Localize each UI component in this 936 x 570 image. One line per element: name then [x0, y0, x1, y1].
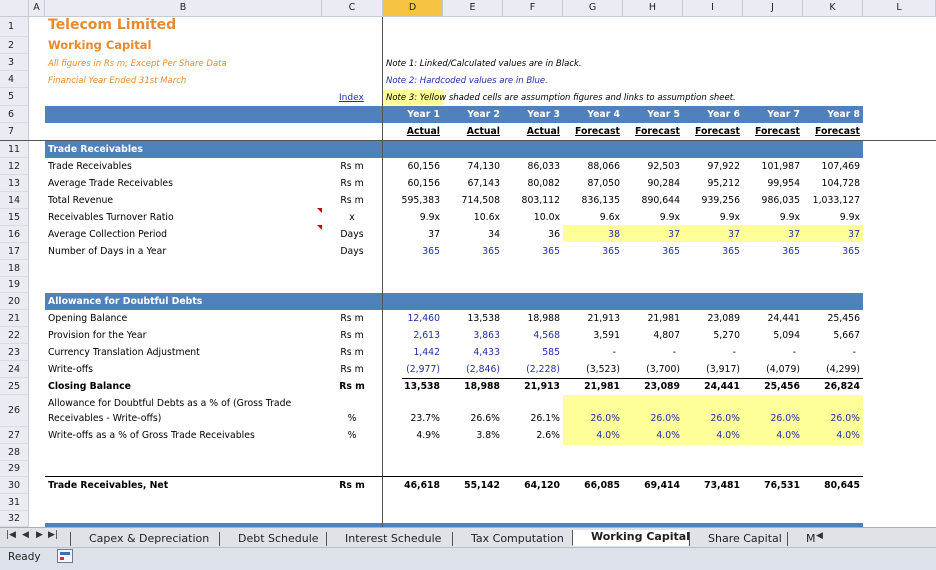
period-type: Forecast: [634, 126, 680, 137]
cell-value: 95,212: [707, 178, 740, 189]
tab-scroll-next-icon[interactable]: ▶: [36, 530, 43, 540]
cell-value: (4,079): [766, 364, 800, 375]
cell-value: 4,807: [653, 330, 680, 341]
cell-value: 365: [602, 246, 620, 257]
cell-value: 12,460: [407, 313, 440, 324]
unit-label: Rs m: [340, 364, 364, 375]
cell-value: 5,094: [773, 330, 800, 341]
cell-value: 714,508: [461, 195, 500, 206]
cell-value: 26.0%: [710, 413, 740, 424]
cell-value: 18,988: [527, 313, 560, 324]
cell-value: 1,033,127: [812, 195, 860, 206]
sheet-tab-tax-computation[interactable]: [452, 532, 572, 546]
sheet-tab-label: Debt Schedule: [238, 532, 319, 545]
cell-value: 890,644: [641, 195, 680, 206]
row-header-19[interactable]: 19: [0, 277, 29, 293]
period-type: Forecast: [814, 126, 860, 137]
cell-value: 86,033: [527, 161, 560, 172]
cell-value: 37: [848, 229, 860, 240]
cell-value: 2,613: [413, 330, 440, 341]
cell-value: 46,618: [404, 480, 440, 491]
column-header-g[interactable]: G: [563, 0, 623, 17]
column-header-f[interactable]: F: [503, 0, 563, 17]
row-header-7[interactable]: 7: [0, 123, 29, 141]
cell-value: 4,568: [533, 330, 560, 341]
cell-value: -: [732, 347, 736, 358]
cell-value: 5,270: [713, 330, 740, 341]
cell-value: 80,645: [824, 480, 860, 491]
row-label: Average Trade Receivables: [48, 178, 173, 189]
row-label: Currency Translation Adjustment: [48, 347, 200, 358]
cell-value: 25,456: [827, 313, 860, 324]
note-1: Note 1: Linked/Calculated values are in Black.: [386, 59, 582, 69]
row-label: Trade Receivables: [48, 161, 132, 172]
sheet-tab-label: M: [806, 532, 816, 545]
row-header-11[interactable]: 11: [0, 141, 29, 158]
cell-value: 37: [788, 229, 800, 240]
cell-value: 55,142: [464, 480, 500, 491]
unit-label: Days: [340, 246, 364, 257]
row-header-24[interactable]: 24: [0, 361, 29, 378]
cell-value: 365: [842, 246, 860, 257]
unit-label: Rs m: [340, 178, 364, 189]
index-link[interactable]: Index: [339, 93, 364, 103]
cell-value: 73,481: [704, 480, 740, 491]
row-header-15[interactable]: 15: [0, 209, 29, 226]
cell-value: -: [672, 347, 676, 358]
sheet-tab-debt-schedule[interactable]: [219, 532, 326, 546]
cell-value: 365: [542, 246, 560, 257]
cell-value: (2,228): [526, 364, 560, 375]
unit-label: Rs m: [340, 161, 364, 172]
column-header-l[interactable]: L: [863, 0, 936, 17]
cell-value: 3,591: [593, 330, 620, 341]
cell-value: 69,414: [644, 480, 680, 491]
cell-value: 4.0%: [716, 430, 740, 441]
tab-scroll-last-icon[interactable]: ▶|: [48, 530, 58, 540]
unit-label: Rs m: [339, 381, 365, 392]
cell-value: 25,456: [764, 381, 800, 392]
row-header-6[interactable]: 6: [0, 106, 29, 123]
cell-value: 23.7%: [410, 413, 440, 424]
cell-value: 18,988: [464, 381, 500, 392]
unit-label: Rs m: [339, 480, 365, 491]
cell-value: 107,469: [821, 161, 860, 172]
cell-value: 90,284: [647, 178, 680, 189]
year-header: Year 8: [827, 109, 860, 120]
cell-value: (2,846): [466, 364, 500, 375]
column-header-h[interactable]: H: [623, 0, 683, 17]
cell-value: 2.6%: [536, 430, 560, 441]
row-header-25[interactable]: 25: [0, 378, 29, 395]
cell-value: 92,503: [647, 161, 680, 172]
year-header: Year 6: [707, 109, 740, 120]
cell-value: 4.0%: [656, 430, 680, 441]
year-header: Year 3: [527, 109, 560, 120]
cell-value: 34: [488, 229, 500, 240]
select-all-corner[interactable]: [0, 0, 29, 17]
cell-value: (4,299): [826, 364, 860, 375]
cell-value: 26,824: [824, 381, 860, 392]
tab-scroll-prev-icon[interactable]: ◀: [22, 530, 29, 540]
cell-value: 60,156: [407, 161, 440, 172]
row-header-20[interactable]: 20: [0, 293, 29, 310]
row-header-28[interactable]: 28: [0, 444, 29, 461]
cell-value: 5,667: [833, 330, 860, 341]
row-header-1[interactable]: 1: [0, 17, 29, 37]
cell-value: 24,441: [767, 313, 800, 324]
status-bar: [0, 547, 936, 570]
row-header-13[interactable]: 13: [0, 175, 29, 192]
cell-value: 97,922: [707, 161, 740, 172]
cell-value: 365: [422, 246, 440, 257]
cell-value: 64,120: [524, 480, 560, 491]
year-header: Year 7: [767, 109, 800, 120]
cell-value: 10.0x: [533, 212, 560, 223]
section-allowance: Allowance for Doubtful Debts: [48, 296, 203, 307]
row-label: Opening Balance: [48, 313, 128, 324]
cell-value: 939,256: [701, 195, 740, 206]
cell-value: (3,700): [646, 364, 680, 375]
column-header-b[interactable]: B: [45, 0, 322, 17]
cell-value: 88,066: [587, 161, 620, 172]
closing-balance-top-border: [402, 378, 863, 379]
row-label: Allowance for Doubtful Debts as a % of (Gross Trade: [48, 398, 292, 409]
note-3: Note 3: Yellow shaded cells are assumption figures and links to assumption sheet.: [386, 93, 736, 103]
row-header-29[interactable]: 29: [0, 461, 29, 477]
cell-value: 4.0%: [836, 430, 860, 441]
row-label: Receivables Turnover Ratio: [48, 212, 174, 223]
cell-value: 101,987: [761, 161, 800, 172]
figures-note: All figures in Rs m; Except Per Share Data: [48, 59, 227, 69]
status-text: Ready: [8, 551, 41, 563]
year-header: Year 1: [407, 109, 440, 120]
row-header-18[interactable]: 18: [0, 260, 29, 277]
cell-value: 37: [428, 229, 440, 240]
cell-value: -: [612, 347, 616, 358]
cell-value: 21,981: [647, 313, 680, 324]
row-header-14[interactable]: 14: [0, 192, 29, 209]
cell-value: 595,383: [401, 195, 440, 206]
cell-value: 26.0%: [830, 413, 860, 424]
unit-label: x: [349, 212, 355, 223]
section-trade-receivables: Trade Receivables: [48, 144, 143, 155]
unit-label: Rs m: [340, 330, 364, 341]
cell-value: 9.9x: [839, 212, 860, 223]
comment-indicator-row16[interactable]: [317, 225, 322, 230]
year-header: Year 4: [587, 109, 620, 120]
comment-indicator-row15[interactable]: [317, 208, 322, 213]
cell-value: 36: [548, 229, 560, 240]
cell-value: 21,913: [587, 313, 620, 324]
net-row-top-border: [45, 476, 863, 477]
cell-value: 13,538: [404, 381, 440, 392]
row-label: Write-offs as a % of Gross Trade Receivables: [48, 430, 255, 441]
cell-value: -: [792, 347, 796, 358]
period-type: Actual: [466, 126, 500, 137]
cell-value: 4.0%: [776, 430, 800, 441]
period-type: Forecast: [754, 126, 800, 137]
row-header-16[interactable]: 16: [0, 226, 29, 243]
year-header: Year 2: [467, 109, 500, 120]
cell-value: 26.6%: [470, 413, 500, 424]
cell-value: (2,977): [406, 364, 440, 375]
tab-scroll-first-icon[interactable]: |◀: [6, 530, 16, 540]
row-header-5[interactable]: 5: [0, 88, 29, 106]
row-header-17[interactable]: 17: [0, 243, 29, 260]
row-header-3[interactable]: 3: [0, 54, 29, 71]
period-type: Forecast: [694, 126, 740, 137]
row-label: Total Revenue: [48, 195, 114, 206]
period-type: Forecast: [574, 126, 620, 137]
cell-value: 585: [542, 347, 560, 358]
sheet-tab-label: Share Capital: [708, 532, 782, 545]
column-header-d[interactable]: D: [383, 0, 443, 17]
row-header-26[interactable]: 26: [0, 395, 29, 427]
cell-value: 76,531: [764, 480, 800, 491]
cell-value: 26.1%: [530, 413, 560, 424]
sheet-tab-interest-schedule[interactable]: [326, 532, 452, 546]
note-2: Note 2: Hardcoded values are in Blue.: [386, 76, 548, 86]
cell-value: -: [852, 347, 856, 358]
unit-label: %: [347, 413, 357, 424]
cell-value: 37: [668, 229, 680, 240]
year-note: Financial Year Ended 31st March: [48, 76, 187, 86]
cell-value: 836,135: [581, 195, 620, 206]
cell-value: 3,863: [473, 330, 500, 341]
sheet-tab-label: Tax Computation: [471, 532, 564, 545]
cell-value: 21,981: [584, 381, 620, 392]
unit-label: Rs m: [340, 313, 364, 324]
sheet-title: Working Capital: [48, 38, 152, 52]
section-band-trade-receivables: [45, 141, 863, 158]
freeze-pane-vertical: [382, 17, 383, 527]
column-header-j[interactable]: J: [743, 0, 803, 17]
row-label: Receivables - Write-offs): [48, 413, 162, 424]
cell-value: 365: [482, 246, 500, 257]
cell-value: 80,082: [527, 178, 560, 189]
column-header-i[interactable]: I: [683, 0, 743, 17]
cell-value: 13,538: [467, 313, 500, 324]
column-header-a[interactable]: A: [29, 0, 45, 17]
cell-value: (3,523): [586, 364, 620, 375]
cell-value: 3.8%: [476, 430, 500, 441]
cell-value: 9.9x: [719, 212, 740, 223]
sheet-tab-capex-depreciation[interactable]: [70, 532, 219, 546]
cell-value: 21,913: [524, 381, 560, 392]
sheet-tab-working-capital[interactable]: [572, 530, 689, 546]
sheet-tab-m[interactable]: [787, 532, 816, 546]
cell-value: 87,050: [587, 178, 620, 189]
cell-value: 1,442: [413, 347, 440, 358]
column-header-c[interactable]: C: [322, 0, 383, 17]
cell-value: (3,917): [706, 364, 740, 375]
tab-overflow-icon[interactable]: ◀: [816, 531, 823, 541]
sheet-tab-label: Working Capital: [591, 530, 690, 543]
cell-value: 99,954: [767, 178, 800, 189]
cell-value: 60,156: [407, 178, 440, 189]
unit-label: Rs m: [340, 195, 364, 206]
cell-value: 4.9%: [416, 430, 440, 441]
cell-value: 365: [782, 246, 800, 257]
cell-value: 23,089: [707, 313, 740, 324]
row-header-23[interactable]: 23: [0, 344, 29, 361]
row-label: Trade Receivables, Net: [48, 480, 169, 491]
cell-value: 10.6x: [473, 212, 500, 223]
row-header-2[interactable]: 2: [0, 37, 29, 54]
row-header-32[interactable]: 32: [0, 511, 29, 527]
cell-value: 365: [662, 246, 680, 257]
cell-value: 23,089: [644, 381, 680, 392]
cell-value: 986,035: [761, 195, 800, 206]
cell-value: 9.9x: [659, 212, 680, 223]
cell-value: 26.0%: [650, 413, 680, 424]
column-header-e[interactable]: E: [443, 0, 503, 17]
row-header-4[interactable]: 4: [0, 71, 29, 88]
unit-label: %: [347, 430, 357, 441]
cell-value: 26.0%: [590, 413, 620, 424]
company-title: Telecom Limited: [48, 17, 177, 33]
cell-value: 104,728: [821, 178, 860, 189]
macro-record-icon[interactable]: [57, 549, 73, 563]
year-header: Year 5: [647, 109, 680, 120]
row-label: Write-offs: [48, 364, 94, 375]
row-header-21[interactable]: 21: [0, 310, 29, 327]
sheet-tab-label: Capex & Depreciation: [89, 532, 210, 545]
cell-value: 365: [722, 246, 740, 257]
cell-value: 66,085: [584, 480, 620, 491]
cell-value: 24,441: [704, 381, 740, 392]
cell-value: 26.0%: [770, 413, 800, 424]
period-type: Actual: [406, 126, 440, 137]
sheet-tab-label: Interest Schedule: [345, 532, 442, 545]
row-label: Provision for the Year: [48, 330, 147, 341]
cell-value: 4.0%: [596, 430, 620, 441]
unit-label: Days: [340, 229, 364, 240]
row-header-30[interactable]: 30: [0, 477, 29, 494]
cell-value: 37: [728, 229, 740, 240]
row-label: Average Collection Period: [48, 229, 168, 240]
row-label: Closing Balance: [48, 381, 131, 392]
cell-value: 9.9x: [779, 212, 800, 223]
row-header-27[interactable]: 27: [0, 427, 29, 444]
unit-label: Rs m: [340, 347, 364, 358]
row-header-22[interactable]: 22: [0, 327, 29, 344]
row-label: Number of Days in a Year: [48, 246, 167, 257]
column-header-k[interactable]: K: [803, 0, 863, 17]
cell-value: 67,143: [467, 178, 500, 189]
cell-value: 4,433: [473, 347, 500, 358]
cell-value: 38: [608, 229, 620, 240]
row-header-31[interactable]: 31: [0, 494, 29, 511]
row-header-12[interactable]: 12: [0, 158, 29, 175]
sheet-tab-share-capital[interactable]: [689, 532, 787, 546]
cell-value: 9.9x: [419, 212, 440, 223]
cell-value: 74,130: [467, 161, 500, 172]
period-type: Actual: [526, 126, 560, 137]
cell-value: 9.6x: [599, 212, 620, 223]
cell-value: 803,112: [521, 195, 560, 206]
